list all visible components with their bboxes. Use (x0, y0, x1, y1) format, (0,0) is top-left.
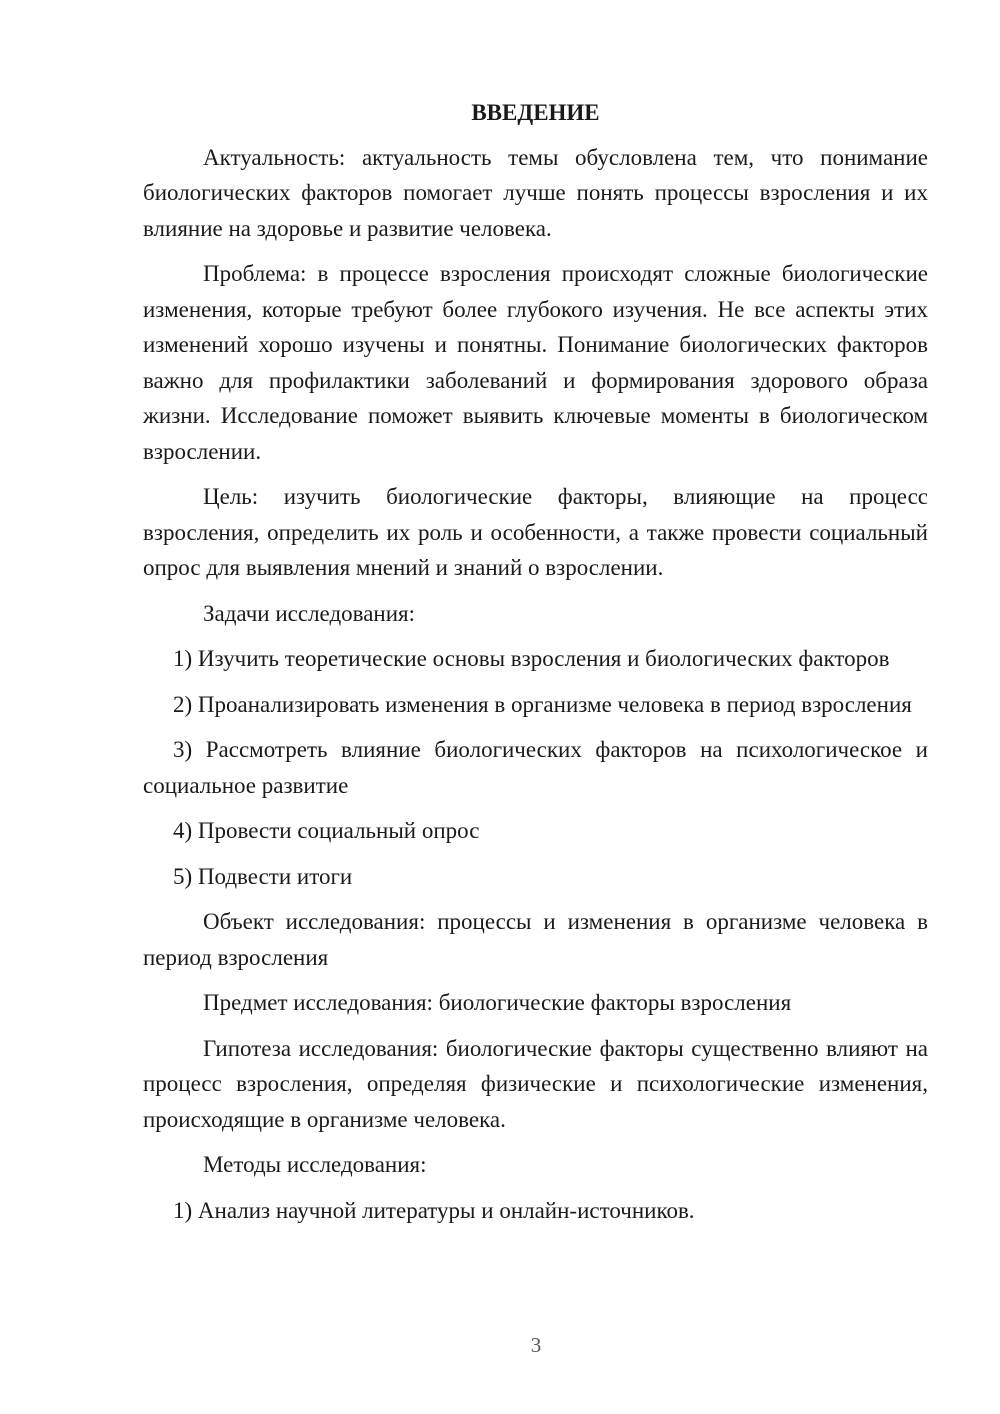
task-item-5: 5) Подвести итоги (173, 863, 353, 889)
page-title: ВВЕДЕНИЕ (471, 100, 600, 125)
task-item-4: 4) Провести социальный опрос (173, 818, 480, 843)
problem-paragraph: Проблема: в процессе взросления происходят сложные биологические изменения, которые требуют более глубокого изучения. Не все аспекты этих изменений хорошо изучены и понятны. Понимание биологических факторов важно для профилактики заболеваний и формирования здорового образа жизни. Исследование поможет выявить ключевые моменты в биологическом взрослении. (143, 261, 928, 464)
task-item-2: 2) Проанализировать изменения в организме человека в период взросления (173, 691, 912, 717)
task-item-1: 1) Изучить теоретические основы взросления и биологических факторов (173, 646, 890, 671)
goal-paragraph: Цель: изучить биологические факторы, влияющие на процесс взросления, определить их роль и особенности, а также провести социальный опрос для выявления мнений и знаний о взрослении. (143, 484, 928, 580)
object-paragraph: Объект исследования: процессы и изменения в организме человека в период взросления (143, 909, 928, 970)
methods-heading: Методы исследования: (203, 1152, 427, 1177)
page-number: 3 (530, 1333, 542, 1357)
subject-paragraph: Предмет исследования: биологические факторы взросления (203, 990, 792, 1015)
document-page (143, 95, 928, 1238)
relevance-paragraph: Актуальность: актуальность темы обусловлена тем, что понимание биологических факторов помогает лучше понять процессы взросления и их влияние на здоровье и развитие человека. (143, 144, 928, 241)
task-item-3: 3) Рассмотреть влияние биологических факторов на психологическое и социальное развитие (143, 737, 928, 798)
method-item-1: 1) Анализ научной литературы и онлайн-источников. (173, 1197, 695, 1223)
tasks-heading: Задачи исследования: (203, 600, 416, 626)
hypothesis-paragraph: Гипотеза исследования: биологические факторы существенно влияют на процесс взросления, определяя физические и психологические изменения, происходящие в организме человека. (143, 1035, 928, 1132)
